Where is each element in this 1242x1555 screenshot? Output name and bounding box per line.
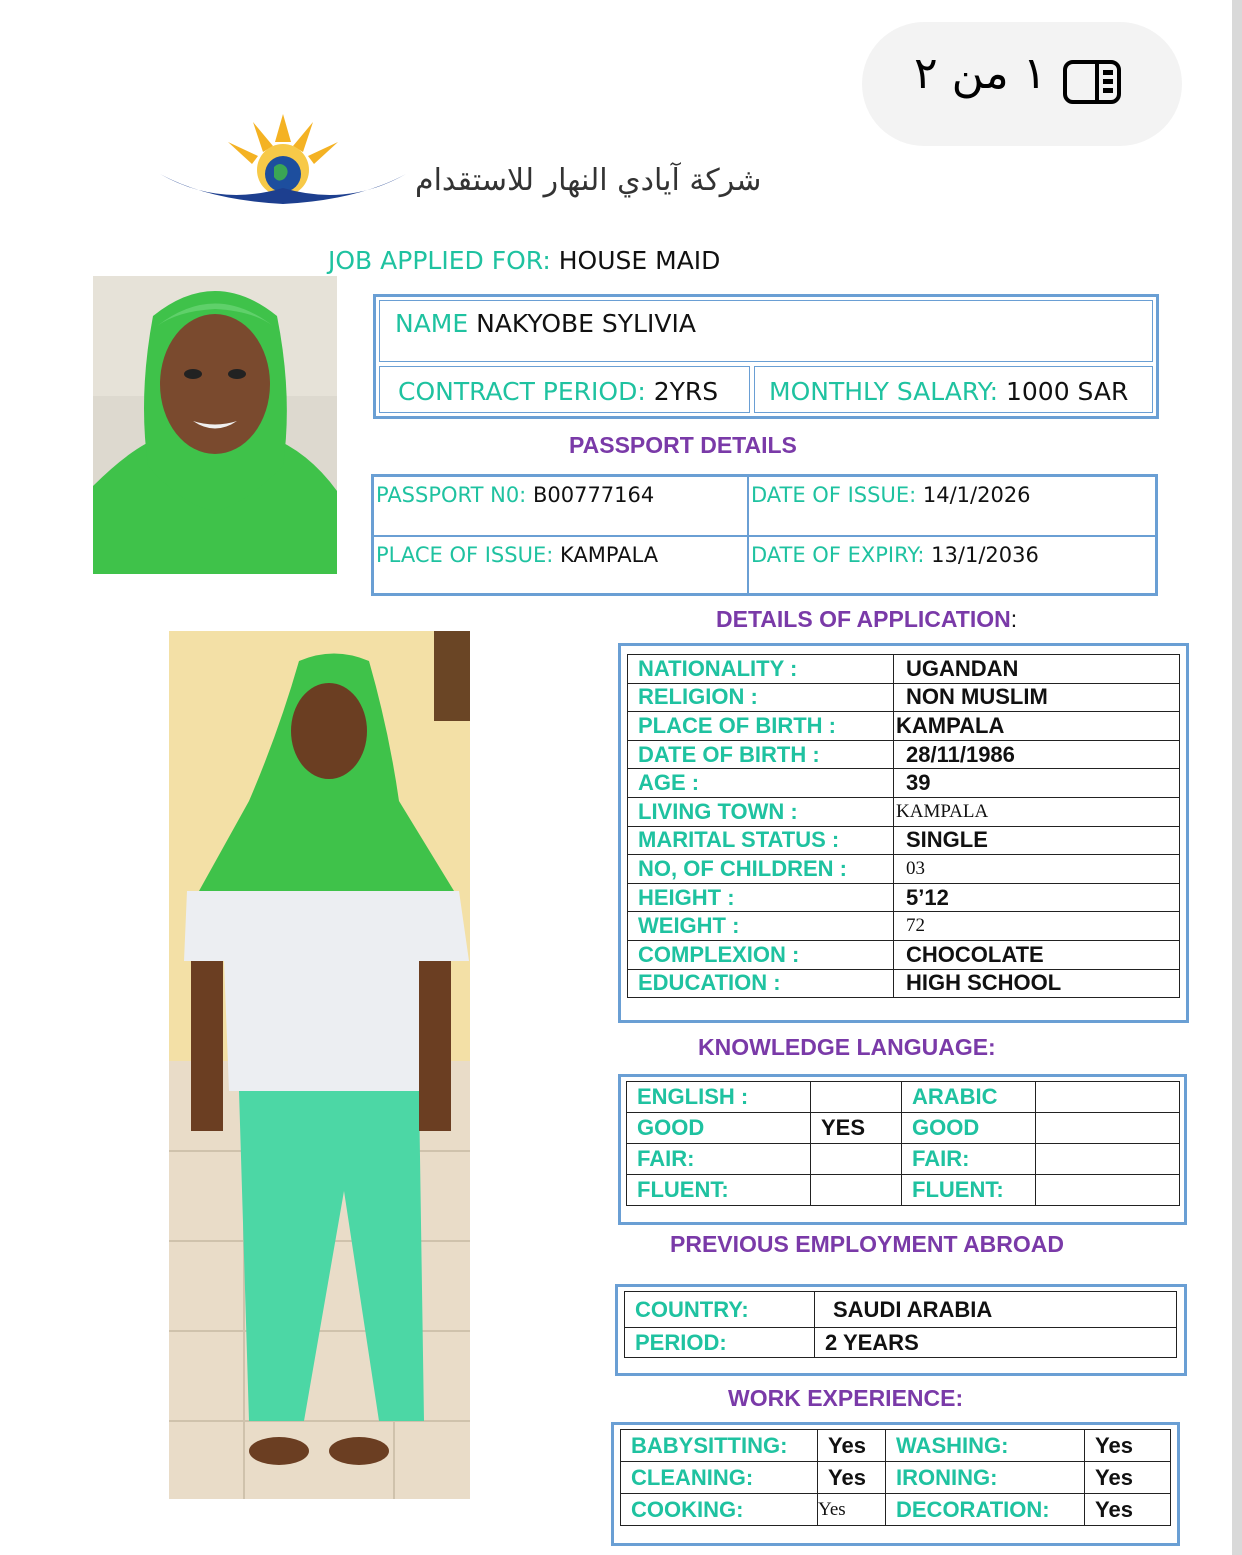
table-row xyxy=(625,1292,1177,1328)
job-label: JOB APPLIED FOR: xyxy=(328,246,551,275)
skill-value: Yes xyxy=(1085,1494,1171,1526)
applicant-headshot xyxy=(93,276,337,574)
arabic-level-label: FLUENT: xyxy=(902,1175,1036,1206)
table-row xyxy=(628,969,1180,998)
table-row xyxy=(628,826,1180,855)
arabic-level-value xyxy=(1036,1144,1180,1175)
english-level-label: FAIR: xyxy=(627,1144,811,1175)
table-row xyxy=(625,1328,1177,1358)
contract-cell xyxy=(379,366,750,413)
english-level-label: GOOD xyxy=(627,1113,811,1144)
passport-number-cell xyxy=(373,476,748,536)
detail-label: AGE : xyxy=(628,769,894,798)
arabic-level-value xyxy=(1036,1082,1180,1113)
arabic-level-label: GOOD xyxy=(902,1113,1036,1144)
country-value: SAUDI ARABIA xyxy=(815,1292,1177,1328)
period-value: 2 YEARS xyxy=(815,1328,1177,1358)
detail-value: UGANDAN xyxy=(894,655,1180,684)
previous-employment-title: PREVIOUS EMPLOYMENT ABROAD xyxy=(670,1231,1065,1257)
skill-label: DECORATION: xyxy=(886,1494,1085,1526)
detail-value: CHOCOLATE xyxy=(894,940,1180,969)
contract-value: 2YRS xyxy=(653,377,719,406)
detail-label: MARITAL STATUS : xyxy=(628,826,894,855)
application-title-colon: : xyxy=(1010,606,1018,632)
detail-label: COMPLEXION : xyxy=(628,940,894,969)
english-level-value: YES xyxy=(811,1113,902,1144)
detail-label: NATIONALITY : xyxy=(628,655,894,684)
passport-number: B00777164 xyxy=(532,483,655,507)
english-level-label: FLUENT: xyxy=(627,1175,811,1206)
skill-value: Yes xyxy=(818,1430,886,1462)
name-row xyxy=(379,300,1153,362)
period-label: PERIOD: xyxy=(625,1328,815,1358)
job-applied-line xyxy=(328,246,720,275)
table-row xyxy=(628,797,1180,826)
table-row xyxy=(627,1113,1180,1144)
detail-value: SINGLE xyxy=(894,826,1180,855)
table-row xyxy=(628,712,1180,741)
arabic-level-value xyxy=(1036,1113,1180,1144)
table-row xyxy=(627,1082,1180,1113)
detail-value: 28/11/1986 xyxy=(894,740,1180,769)
work-table xyxy=(620,1429,1171,1526)
table-row xyxy=(628,912,1180,941)
detail-label: LIVING TOWN : xyxy=(628,797,894,826)
expiry-date-label: DATE OF EXPIRY: xyxy=(751,543,925,567)
contract-line xyxy=(398,377,718,406)
detail-label: RELIGION : xyxy=(628,683,894,712)
language-title: KNOWLEDGE LANGUAGE: xyxy=(698,1034,996,1060)
detail-label: EDUCATION : xyxy=(628,969,894,998)
application-title-text: DETAILS OF APPLICATION xyxy=(716,606,1011,632)
pages-icon[interactable] xyxy=(1063,60,1121,104)
salary-line xyxy=(769,377,1128,406)
place-of-issue: KAMPALA xyxy=(560,543,659,567)
detail-label: WEIGHT : xyxy=(628,912,894,941)
issue-date-label: DATE OF ISSUE: xyxy=(751,483,917,507)
table-row xyxy=(628,683,1180,712)
table-row xyxy=(628,740,1180,769)
skill-label: BABYSITTING: xyxy=(621,1430,818,1462)
arabic-level-value xyxy=(1036,1175,1180,1206)
application-table xyxy=(627,654,1180,998)
english-level-value xyxy=(811,1144,902,1175)
job-value: HOUSE MAID xyxy=(558,246,721,275)
arabic-level-label: ARABIC xyxy=(902,1082,1036,1113)
place-of-issue-cell xyxy=(373,536,748,594)
expiry-date-cell xyxy=(748,536,1156,594)
table-row xyxy=(627,1144,1180,1175)
skill-value: Yes xyxy=(818,1494,886,1526)
table-row xyxy=(621,1494,1171,1526)
english-level-value xyxy=(811,1082,902,1113)
detail-label: NO, OF CHILDREN : xyxy=(628,855,894,884)
language-table xyxy=(626,1081,1180,1206)
company-logo xyxy=(158,112,408,212)
arabic-level-label: FAIR: xyxy=(902,1144,1036,1175)
skill-label: IRONING: xyxy=(886,1462,1085,1494)
expiry-date: 13/1/2036 xyxy=(931,543,1039,567)
detail-value: 03 xyxy=(894,855,1180,884)
issue-date: 14/1/2026 xyxy=(922,483,1031,507)
work-experience-title: WORK EXPERIENCE: xyxy=(728,1385,964,1411)
table-row xyxy=(627,1175,1180,1206)
name-label: NAME xyxy=(395,309,469,338)
skill-value: Yes xyxy=(818,1462,886,1494)
page-indicator-text: ١ من ٢ xyxy=(914,48,1047,99)
detail-value: KAMPALA xyxy=(894,797,1180,826)
name-contract-box xyxy=(373,294,1159,419)
place-of-issue-label: PLACE OF ISSUE: xyxy=(376,543,554,567)
detail-value: 39 xyxy=(894,769,1180,798)
skill-value: Yes xyxy=(1085,1462,1171,1494)
salary-cell xyxy=(754,366,1153,413)
skill-value: Yes xyxy=(1085,1430,1171,1462)
detail-label: DATE OF BIRTH : xyxy=(628,740,894,769)
skill-label: WASHING: xyxy=(886,1430,1085,1462)
english-level-label: ENGLISH : xyxy=(627,1082,811,1113)
detail-value: HIGH SCHOOL xyxy=(894,969,1180,998)
table-row xyxy=(621,1462,1171,1494)
table-row xyxy=(628,655,1180,684)
passport-title: PASSPORT DETAILS xyxy=(569,432,797,458)
table-row xyxy=(628,883,1180,912)
issue-date-cell xyxy=(748,476,1156,536)
name-value: NAKYOBE SYLIVIA xyxy=(476,309,696,338)
table-row xyxy=(628,769,1180,798)
detail-value: 72 xyxy=(894,912,1180,941)
contract-label: CONTRACT PERIOD: xyxy=(398,377,646,406)
table-row xyxy=(621,1430,1171,1462)
application-title xyxy=(716,606,1017,633)
passport-box xyxy=(371,474,1158,596)
detail-label: HEIGHT : xyxy=(628,883,894,912)
skill-label: CLEANING: xyxy=(621,1462,818,1494)
detail-value: NON MUSLIM xyxy=(894,683,1180,712)
company-name: شركة آيادي النهار للاستقدام xyxy=(415,163,762,198)
passport-number-label: PASSPORT N0: xyxy=(376,483,527,507)
detail-value: KAMPALA xyxy=(894,712,1180,741)
table-row xyxy=(628,940,1180,969)
applicant-full-photo xyxy=(169,631,470,1499)
english-level-value xyxy=(811,1175,902,1206)
detail-label: PLACE OF BIRTH : xyxy=(628,712,894,741)
table-row xyxy=(628,855,1180,884)
salary-value: 1000 SAR xyxy=(1005,377,1129,406)
name-line xyxy=(395,309,696,338)
viewer-edge xyxy=(1232,0,1242,1555)
previous-table xyxy=(624,1291,1177,1358)
salary-label: MONTHLY SALARY: xyxy=(769,377,999,406)
detail-value: 5’12 xyxy=(894,883,1180,912)
skill-label: COOKING: xyxy=(621,1494,818,1526)
country-label: COUNTRY: xyxy=(625,1292,815,1328)
